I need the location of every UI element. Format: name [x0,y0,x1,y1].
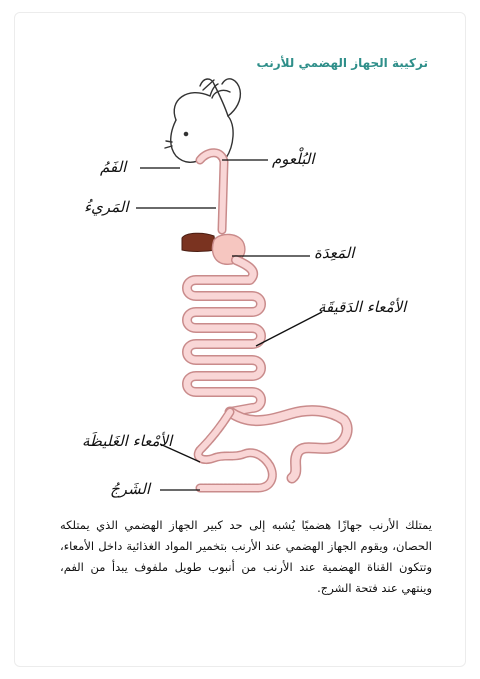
label-stomach: المَعِدَة [314,244,355,262]
label-pharynx: البُلْعوم [272,150,315,168]
label-esophagus: المَريءُ [84,198,129,216]
label-mouth: الفَمُ [100,158,127,176]
label-small-intestine: الأمْعاء الدَقيقَة [318,298,407,316]
liver [182,233,216,251]
caption-paragraph: يمتلك الأرنب جهازًا هضميًا يُشبه إلى حد كبير الجهاز الهضمي الذي يمتلكه الحصان، ويقوم الجهاز الهضمي عند الأرنب بتخمير المواد الغذائية داخل الأمعاء، وتتكون القناة الهضمية عند الأرنب من أنبوب طويل ملفوف يبدأ من الفم، وينتهي عند فتحة الشرج. [60,518,432,595]
rabbit-head [165,79,240,162]
label-anus: الشَرجُ [110,480,151,498]
leader-small-intestine [256,312,322,346]
diagram-title: تركيبة الجهاز الهضمي للأرنب [256,56,428,70]
label-large-intestine: الأمْعاء الغَليظَة [82,432,173,450]
